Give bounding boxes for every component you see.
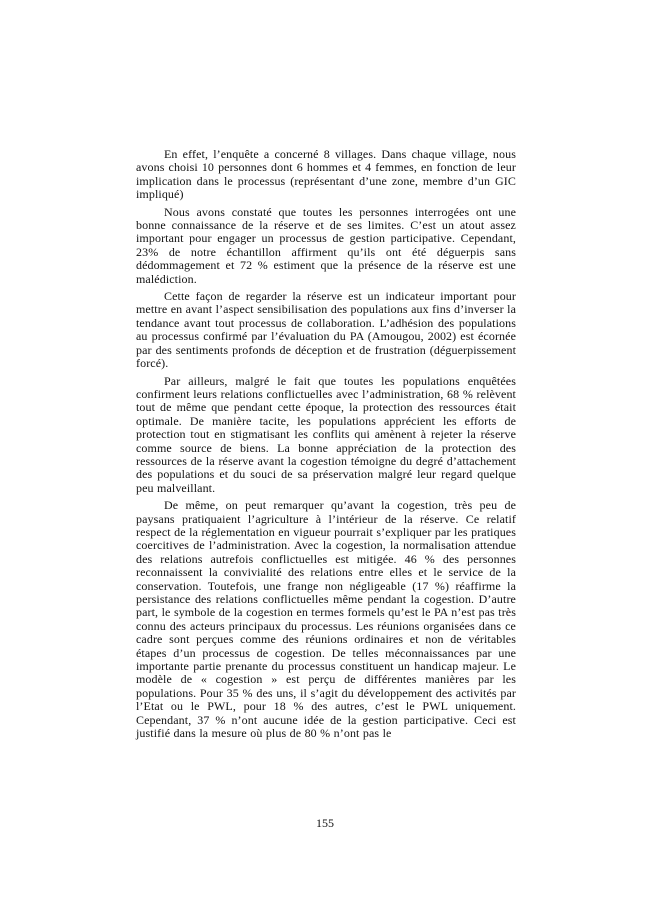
paragraph-relations-administration: Par ailleurs, malgré le fait que toutes les populations enquêtées confirment leurs relations conflictuelles avec l’administration, 68 % relèvent tout de même que pendant cette époque, la protection des ressources était optimale. De manière tacite, les populations apprécient les efforts de protection tout en stigmatisant les conflits qui amènent à rejeter la réserve comme source de biens. La bonne appréciation de la protection des ressources de la réserve avant la cogestion témoigne du degré d’attachement des populations et du souci de sa préservation malgré leur regard quelque peu malveillant. <box>136 373 516 495</box>
paragraph-sensibilisation: Cette façon de regarder la réserve est un indicateur important pour mettre en avant l’aspect sensibilisation des populations aux fins d’inverser la tendance avant tout processus de collaboration. L’adhésion des populations au processus confirmé par l’évaluation du PA (Amougou, 2002) est écornée par des sentiments profonds de déception et de frustration (déguerpissement forcé). <box>136 289 516 371</box>
paragraph-survey-villages: En effet, l’enquête a concerné 8 villages. Dans chaque village, nous avons choisi 10 personnes dont 6 hommes et 4 femmes, en fonction de leur implication dans le processus (représentant d’une zone, membre d’un GIC impliqué) <box>136 147 516 202</box>
text-block <box>136 148 516 744</box>
paragraph-knowledge-reserve: Nous avons constaté que toutes les personnes interrogées ont une bonne connaissance de la réserve et de ses limites. C’est un atout assez important pour engager un processus de gestion participative. Cependant, 23% de notre échantillon affirment qu’ils ont été déguerpis sans dédommagement et 72 % estiment que la présence de la réserve est une malédiction. <box>136 204 516 286</box>
paragraph-cogestion: De même, on peut remarquer qu’avant la cogestion, très peu de paysans pratiquaient l’agriculture à l’intérieur de la réserve. Ce relatif respect de la réglementation en vigueur pourrait s’expliquer par les pratiques coercitives de l’administration. Avec la cogestion, la normalisation attendue des relations autrefois conflictuelles est mitigée. 46 % des personnes reconnaissent la convivialité des relations entre elles et le service de la conservation. Toutefois, une frange non négligeable (17 %) réaffirme la persistance des relations conflictuelles même pendant la cogestion. D’autre part, le symbole de la cogestion en termes formels qu’est le PA n’est pas très connu des acteurs principaux du processus. Les réunions organisées dans ce cadre sont perçues comme des réunions ordinaires et non de véritables étapes d’un processus de cogestion. De telles méconnaissances par une importante partie prenante du processus constituent un handicap majeur. Le modèle de « cogestion » est perçu de différentes manières par les populations. Pour 35 % des uns, il s’agit du développement des activités par l’Etat ou le PWL, pour 18 % des autres, c’est le PWL uniquement. Cependant, 37 % n’ont aucune idée de la gestion participative. Ceci est justifié dans la mesure où plus de 80 % n’ont pas le <box>136 498 516 741</box>
page-number: 155 <box>316 816 334 830</box>
